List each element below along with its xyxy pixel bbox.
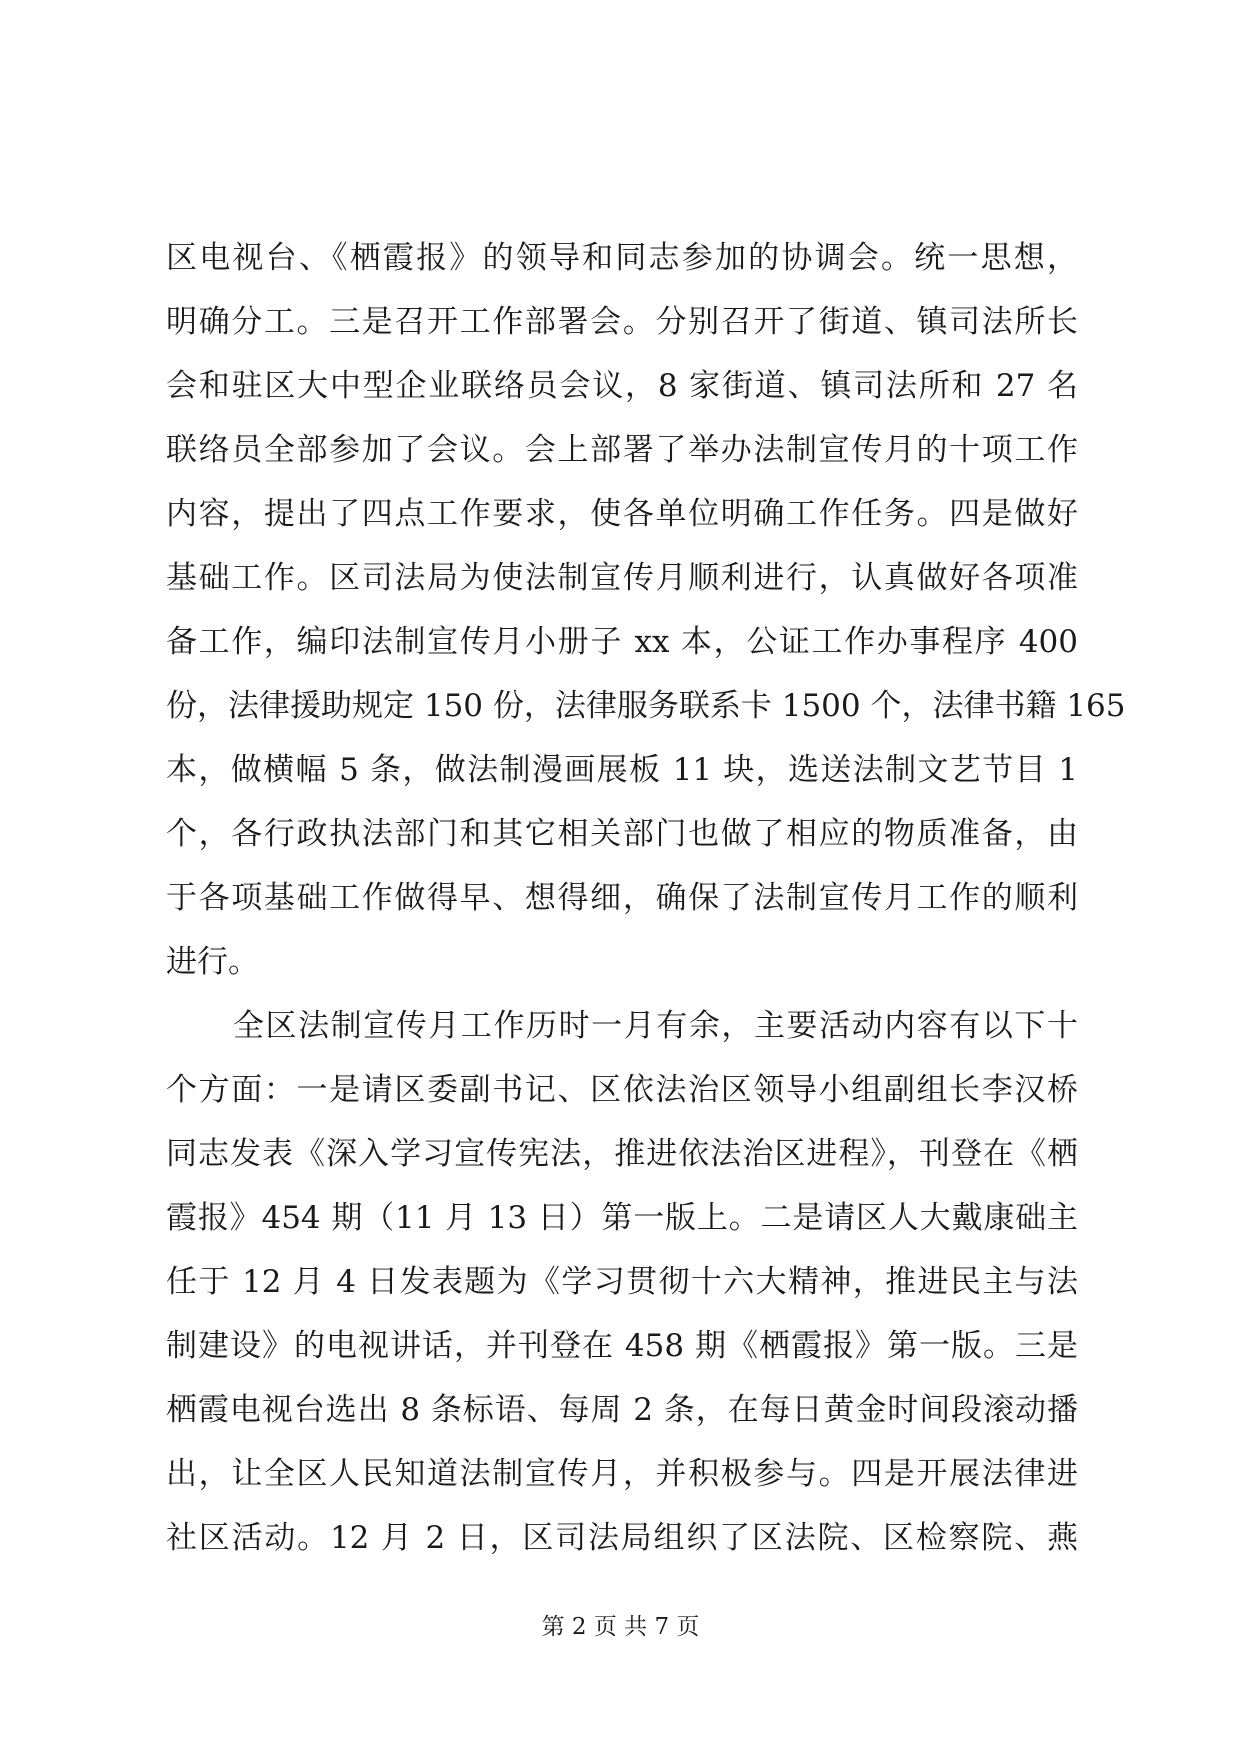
text-line: 份，法律援助规定 150 份，法律服务联系卡 1500 个，法律书籍 165 <box>166 688 1126 724</box>
text-line: 于各项基础工作做得早、想得细，确保了法制宣传月工作的顺利 <box>166 880 1078 916</box>
text-line: 同志发表《深入学习宣传宪法，推进依法治区进程》，刊登在《栖 <box>166 1136 1078 1172</box>
text-line: 基础工作。区司法局为使法制宣传月顺利进行，认真做好各项准 <box>166 560 1078 596</box>
text-line: 栖霞电视台选出 8 条标语、每周 2 条，在每日黄金时间段滚动播 <box>166 1392 1078 1428</box>
text-line: 内容，提出了四点工作要求，使各单位明确工作任务。四是做好 <box>166 496 1078 532</box>
text-line: 个，各行政执法部门和其它相关部门也做了相应的物质准备，由 <box>166 816 1078 852</box>
text-line: 霞报》454 期（11 月 13 日）第一版上。二是请区人大戴康础主 <box>166 1200 1078 1236</box>
body-text <box>166 226 1126 1570</box>
text-line: 社区活动。12 月 2 日，区司法局组织了区法院、区检察院、燕 <box>166 1520 1078 1556</box>
text-line: 个方面：一是请区委副书记、区依法治区领导小组副组长李汉桥 <box>166 1072 1078 1108</box>
text-line: 任于 12 月 4 日发表题为《学习贯彻十六大精神，推进民主与法 <box>166 1264 1078 1300</box>
text-line: 明确分工。三是召开工作部署会。分别召开了街道、镇司法所长 <box>166 304 1078 340</box>
text-line: 区电视台、《栖霞报》的领导和同志参加的协调会。统一思想， <box>166 240 1078 276</box>
text-line: 制建设》的电视讲话，并刊登在 458 期《栖霞报》第一版。三是 <box>166 1328 1078 1364</box>
text-line: 本，做横幅 5 条，做法制漫画展板 11 块，选送法制文艺节目 1 <box>166 752 1078 788</box>
text-line: 全区法制宣传月工作历时一月有余，主要活动内容有以下十 <box>233 1008 1078 1044</box>
text-line: 进行。 <box>166 944 259 980</box>
page-footer: 第 2 页 共 7 页 <box>541 1614 700 1640</box>
text-line: 会和驻区大中型企业联络员会议，8 家街道、镇司法所和 27 名 <box>166 368 1078 404</box>
text-line: 出，让全区人民知道法制宣传月，并积极参与。四是开展法律进 <box>166 1456 1078 1492</box>
text-line: 联络员全部参加了会议。会上部署了举办法制宣传月的十项工作 <box>166 432 1078 468</box>
text-line: 备工作，编印法制宣传月小册子 xx 本，公证工作办事程序 400 <box>166 624 1078 660</box>
